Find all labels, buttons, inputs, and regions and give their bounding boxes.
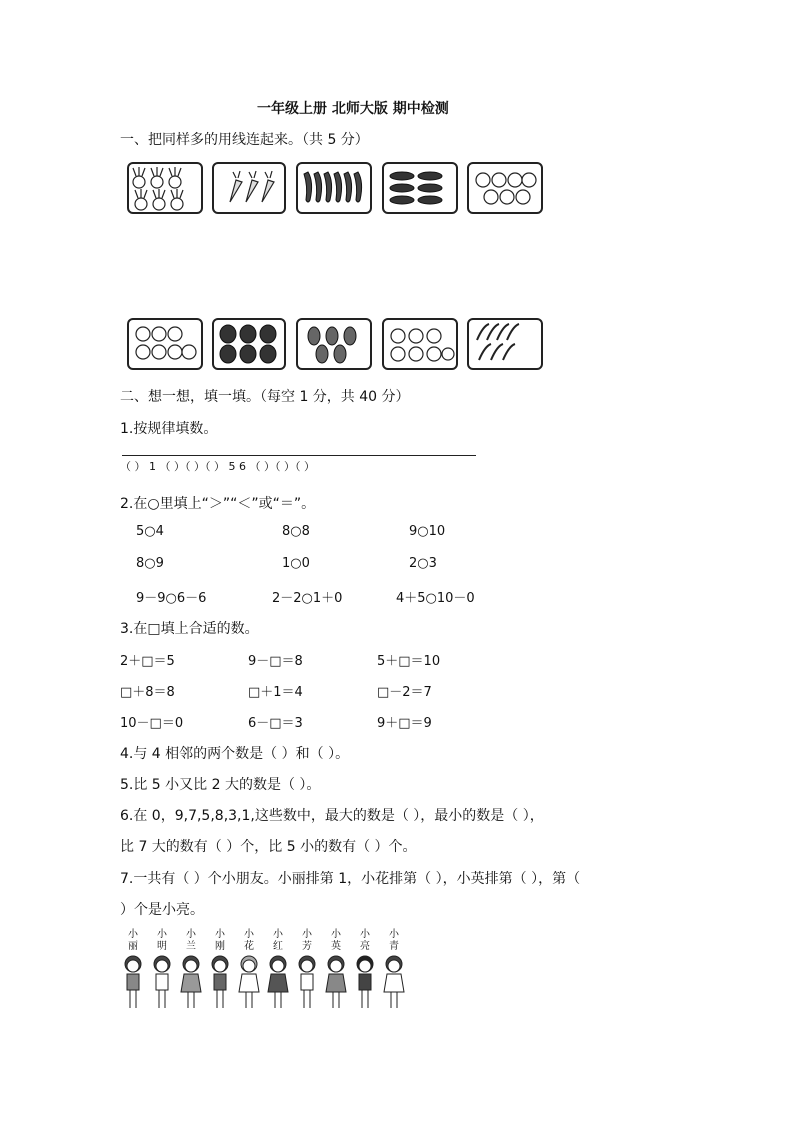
kid-name-bottom: 青 bbox=[389, 941, 399, 952]
pea-pod-icon-group bbox=[384, 164, 456, 212]
kid-name-bottom: 丽 bbox=[128, 941, 138, 952]
q3-cell[interactable]: 9－□＝8 bbox=[248, 654, 303, 669]
kid-name-bottom: 亮 bbox=[360, 941, 370, 952]
peppers-box[interactable] bbox=[296, 162, 372, 214]
q3-cell[interactable]: □＋8＝8 bbox=[120, 685, 175, 700]
kid-name-top: 小 bbox=[302, 929, 312, 940]
turnips-box[interactable] bbox=[127, 162, 203, 214]
pineapple-icon-group bbox=[298, 320, 370, 368]
pineapples-box[interactable] bbox=[296, 318, 372, 370]
q4-text[interactable]: 4.与 4 相邻的两个数是（ ）和（ ）。 bbox=[120, 746, 350, 762]
q2-label: 2.在○里填上“＞”“＜”或“＝”。 bbox=[120, 496, 316, 512]
q2-cell[interactable]: 8○8 bbox=[282, 524, 310, 539]
q2-cell[interactable]: 8○9 bbox=[136, 556, 164, 571]
q2-cell[interactable]: 2○3 bbox=[409, 556, 437, 571]
kid-name-bottom: 刚 bbox=[215, 941, 225, 952]
kid-name-top: 小 bbox=[244, 929, 254, 940]
kid-name-top: 小 bbox=[186, 929, 196, 940]
kid-name-top: 小 bbox=[157, 929, 167, 940]
q6-text-line1[interactable]: 6.在 0，9,7,5,8,3,1,这些数中，最大的数是（ ），最小的数是（ ）， bbox=[120, 808, 544, 824]
section1-heading: 一、把同样多的用线连起来。（共 5 分） bbox=[120, 132, 369, 148]
watermelons-box[interactable] bbox=[212, 318, 286, 370]
q7-text-line2[interactable]: ）个是小亮。 bbox=[120, 902, 204, 918]
kid-name-top: 小 bbox=[128, 929, 138, 940]
children-illustration bbox=[118, 954, 418, 1014]
banana-icon-group bbox=[469, 320, 541, 368]
q3-cell[interactable]: 6－□＝3 bbox=[248, 716, 303, 731]
q1-label: 1.按规律填数。 bbox=[120, 421, 218, 437]
watermelon-icon-group bbox=[214, 320, 284, 368]
peach-icon-group bbox=[384, 320, 456, 368]
q2-cell[interactable]: 4＋5○10－0 bbox=[396, 591, 475, 606]
q2-cell[interactable]: 2－2○1＋0 bbox=[272, 591, 343, 606]
q3-cell[interactable]: □＋1＝4 bbox=[248, 685, 303, 700]
kid-name-top: 小 bbox=[360, 929, 370, 940]
q3-cell[interactable]: 10－□＝0 bbox=[120, 716, 184, 731]
kid-name-bottom: 兰 bbox=[186, 941, 196, 952]
q2-cell[interactable]: 5○4 bbox=[136, 524, 164, 539]
peaches-box[interactable] bbox=[382, 318, 458, 370]
section2-heading: 二、想一想，填一填。（每空 1 分，共 40 分） bbox=[120, 389, 410, 405]
carrot-icon-group bbox=[214, 164, 284, 212]
number-line-blanks[interactable]: （ ） 1 （ ）（ ）（ ） 5 6 （ ）（ ）（ ） bbox=[120, 460, 315, 473]
kid-name-bottom: 花 bbox=[244, 941, 254, 952]
carrots-box[interactable] bbox=[212, 162, 286, 214]
kid-name-top: 小 bbox=[273, 929, 283, 940]
kid-name-top: 小 bbox=[331, 929, 341, 940]
turnip-icon-group bbox=[129, 164, 201, 212]
kid-name-bottom: 英 bbox=[331, 941, 341, 952]
q5-text[interactable]: 5.比 5 小又比 2 大的数是（ ）。 bbox=[120, 777, 321, 793]
kid-name-top: 小 bbox=[215, 929, 225, 940]
tomatoes-box[interactable] bbox=[127, 318, 203, 370]
q2-cell[interactable]: 9－9○6－6 bbox=[136, 591, 207, 606]
kid-name-bottom: 芳 bbox=[302, 941, 312, 952]
pepper-icon-group bbox=[298, 164, 370, 212]
apples-box[interactable] bbox=[467, 162, 543, 214]
q6-text-line2[interactable]: 比 7 大的数有（ ）个，比 5 小的数有（ ）个。 bbox=[120, 839, 417, 855]
q2-cell[interactable]: 9○10 bbox=[409, 524, 446, 539]
kid-name-top: 小 bbox=[389, 929, 399, 940]
pea-pods-box[interactable] bbox=[382, 162, 458, 214]
tomato-icon-group bbox=[129, 320, 201, 368]
kid-name-bottom: 明 bbox=[157, 941, 167, 952]
kid-name-bottom: 红 bbox=[273, 941, 283, 952]
q3-cell[interactable]: 5＋□＝10 bbox=[377, 654, 441, 669]
q2-cell[interactable]: 1○0 bbox=[282, 556, 310, 571]
q3-cell[interactable]: □－2＝7 bbox=[377, 685, 432, 700]
page-title: 一年级上册 北师大版 期中检测 bbox=[257, 101, 449, 117]
q3-cell[interactable]: 9＋□＝9 bbox=[377, 716, 432, 731]
children-lineup bbox=[118, 928, 418, 1018]
apple-icon-group bbox=[469, 164, 541, 212]
q3-label: 3.在□填上合适的数。 bbox=[120, 621, 259, 637]
number-line bbox=[122, 455, 476, 456]
q7-text-line1[interactable]: 7.一共有（ ）个小朋友。小丽排第 1，小花排第（ ），小英排第（ ），第（ bbox=[120, 871, 581, 887]
q3-cell[interactable]: 2＋□＝5 bbox=[120, 654, 175, 669]
bananas-box[interactable] bbox=[467, 318, 543, 370]
